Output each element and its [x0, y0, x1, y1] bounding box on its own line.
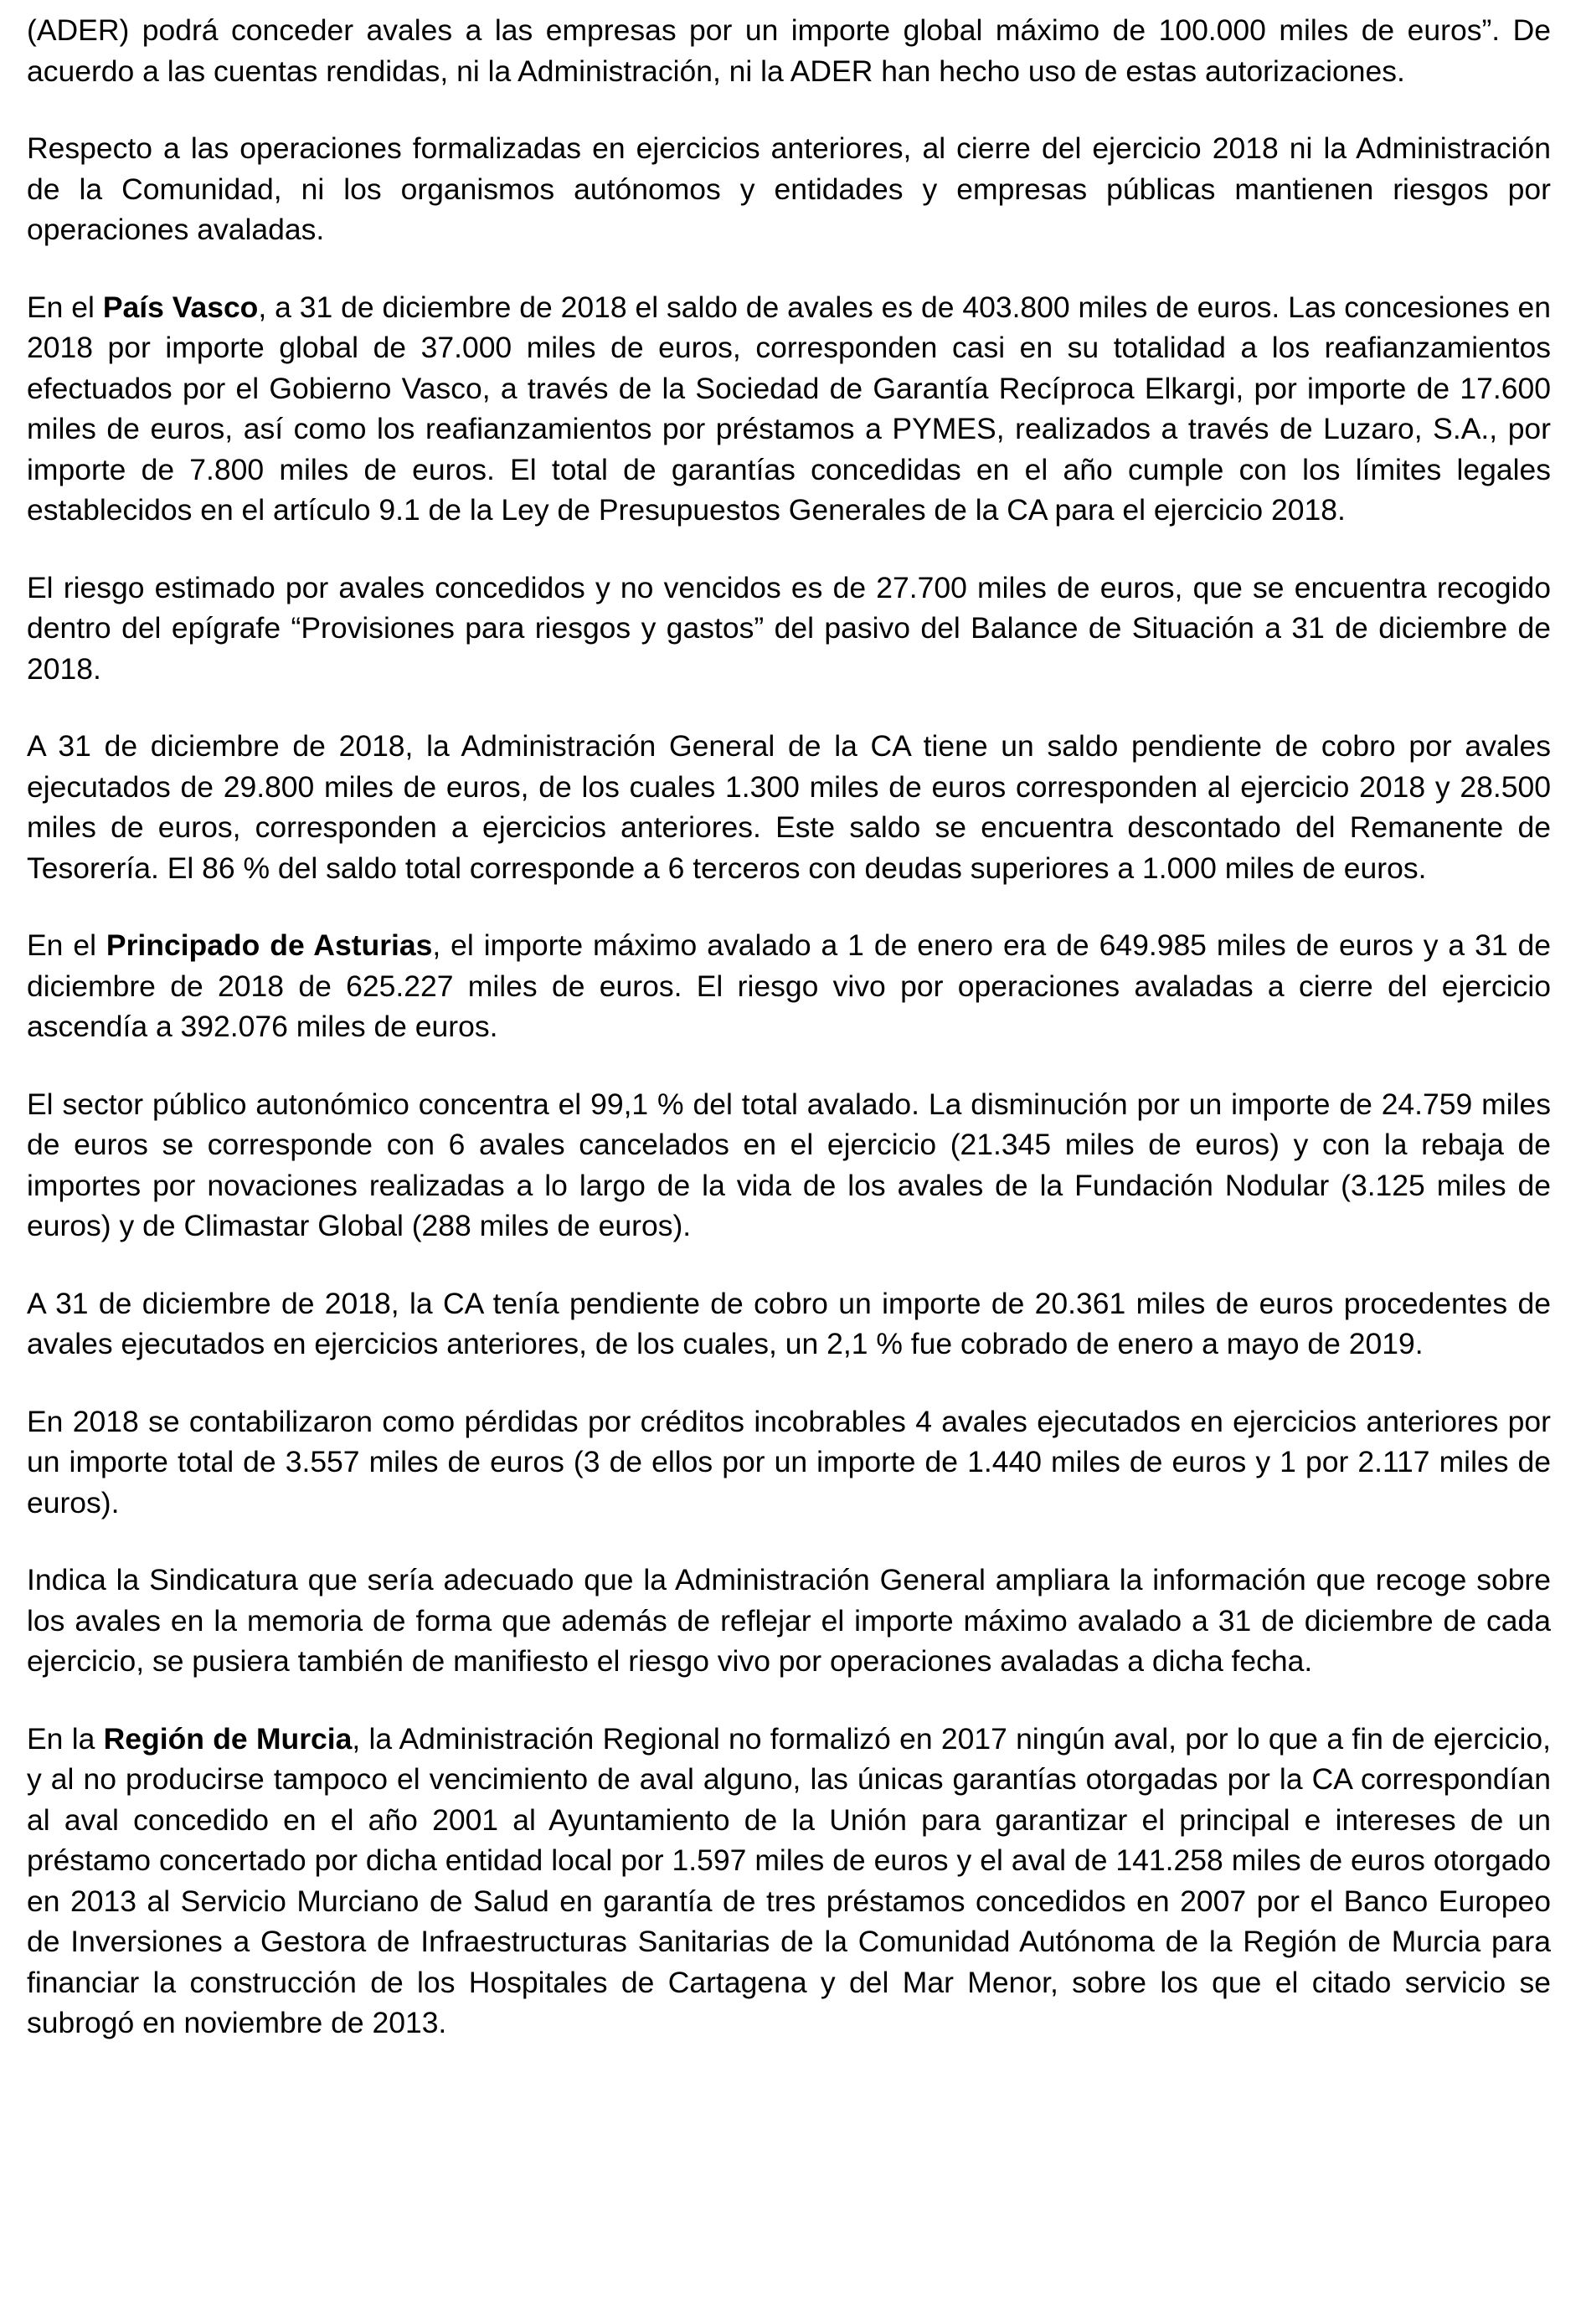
paragraph-text: , la Administración Regional no formalizó en 2017 ningún aval, por lo que a fin de ejercicio, y al no producirse tampoco el vencimiento de aval alguno, las únicas garantías otorgadas por la CA correspondían al aval concedido en el año 2001 al Ayuntamiento de la Unión para garantizar el principal e intereses de un préstamo concertado por dicha entidad local por 1.597 miles de euros y el aval de 141.258 miles de euros otorgado en 2013 al Servicio Murciano de Salud en garantía de tres préstamos concedidos en 2007 por el Banco Europeo de Inversiones a Gestora de Infraestructuras Sanitarias de la Comunidad Autónoma de la Región de Murcia para financiar la construcción de los Hospitales de Cartagena y del Mar Menor, sobre los que el citado servicio se subrogó en noviembre de 2013.	[27, 1721, 1552, 2039]
paragraph-text: Respecto a las operaciones formalizadas en ejercicios anteriores, al cierre del ejercicio 2018 ni la Administración de la Comunidad, ni los organismos autónomos y entidades y empresas públicas mantienen riesgos por operaciones avaladas.	[27, 131, 1551, 246]
region-name-asturias: Principado de Asturias	[106, 928, 433, 962]
paragraph-text: El riesgo estimado por avales concedidos y no vencidos es de 27.700 miles de euros, que se encuentra recogido dentro del epígrafe “Provisiones para riesgos y gastos” del pasivo del Balance de Situación a 31 de diciembre de 2018.	[27, 570, 1551, 686]
paragraph-pending-collection	[27, 726, 1551, 888]
paragraph-text: El sector público autonómico concentra el 99,1 % del total avalado. La disminución por un importe de 24.759 miles de euros se corresponde con 6 avales cancelados en el ejercicio (21.345 miles de euros) y con la rebaja de importes por novaciones realizadas a lo largo de la vida de los avales de la Fundación Nodular (3.125 miles de euros) y de Climastar Global (288 miles de euros).	[27, 1087, 1551, 1242]
paragraph-text: A 31 de diciembre de 2018, la Administración General de la CA tiene un saldo pendiente de cobro por avales ejecutados de 29.800 miles de euros, de los cuales 1.300 miles de euros corresponden al ejercicio 2018 y 28.500 miles de euros, corresponden a ejercicios anteriores. Este saldo se encuentra descontado del Remanente de Tesorería. El 86 % del saldo total corresponde a 6 terceros con deudas superiores a 1.000 miles de euros.	[27, 729, 1551, 885]
paragraph-prefix: En la	[27, 1721, 104, 1756]
paragraph-prefix: En el	[27, 928, 106, 962]
region-name-pais-vasco: País Vasco	[102, 290, 259, 324]
paragraph-estimated-risk	[27, 568, 1551, 690]
paragraph-ader-authorizations	[27, 10, 1551, 91]
paragraph-asturias	[27, 925, 1551, 1047]
paragraph-text: (ADER) podrá conceder avales a las empresas por un importe global máximo de 100.000 miles de euros”. De acuerdo a las cuentas rendidas, ni la Administración, ni la ADER han hecho uso de estas autorizaciones.	[27, 13, 1551, 88]
paragraph-text: , el importe máximo avalado a 1 de enero era de 649.985 miles de euros y a 31 de diciembre de 2018 de 625.227 miles de euros. El riesgo vivo por operaciones avaladas a cierre del ejercicio ascendía a 392.076 miles de euros.	[27, 928, 1551, 1043]
paragraph-text: , a 31 de diciembre de 2018 el saldo de avales es de 403.800 miles de euros. Las concesiones en 2018 por importe global de 37.000 miles de euros, corresponden casi en su totalidad a los reafianzamientos efectuados por el Gobierno Vasco, a través de la Sociedad de Garantía Recíproca Elkargi, por importe de 17.600 miles de euros, así como los reafianzamientos por préstamos a PYMES, realizados a través de Luzaro, S.A., por importe de 7.800 miles de euros. El total de garantías concedidas en el año cumple con los límites legales establecidos en el artículo 9.1 de la Ley de Presupuestos Generales de la CA para el ejercicio 2018.	[27, 290, 1552, 527]
paragraph-text: A 31 de diciembre de 2018, la CA tenía pendiente de cobro un importe de 20.361 miles de euros procedentes de avales ejecutados en ejercicios anteriores, de los cuales, un 2,1 % fue cobrado de enero a mayo de 2019.	[27, 1286, 1551, 1360]
document-page	[27, 10, 1551, 2044]
paragraph-pais-vasco	[27, 287, 1551, 531]
paragraph-prefix: En el	[27, 290, 103, 324]
paragraph-ca-pending	[27, 1283, 1551, 1365]
paragraph-previous-operations	[27, 128, 1551, 250]
paragraph-public-sector	[27, 1084, 1551, 1247]
paragraph-murcia	[27, 1719, 1551, 2044]
paragraph-text: Indica la Sindicatura que sería adecuado que la Administración General ampliara la información que recoge sobre los avales en la memoria de forma que además de reflejar el importe máximo avalado a 31 de diciembre de cada ejercicio, se pusiera también de manifiesto el riesgo vivo por operaciones avaladas a dicha fecha.	[27, 1563, 1551, 1678]
paragraph-text: En 2018 se contabilizaron como pérdidas por créditos incobrables 4 avales ejecutados en ejercicios anteriores por un importe total de 3.557 miles de euros (3 de ellos por un importe de 1.440 miles de euros y 1 por 2.117 miles de euros).	[27, 1404, 1551, 1519]
paragraph-bad-debts	[27, 1401, 1551, 1524]
paragraph-sindicatura	[27, 1560, 1551, 1682]
region-name-murcia: Región de Murcia	[103, 1721, 353, 1756]
